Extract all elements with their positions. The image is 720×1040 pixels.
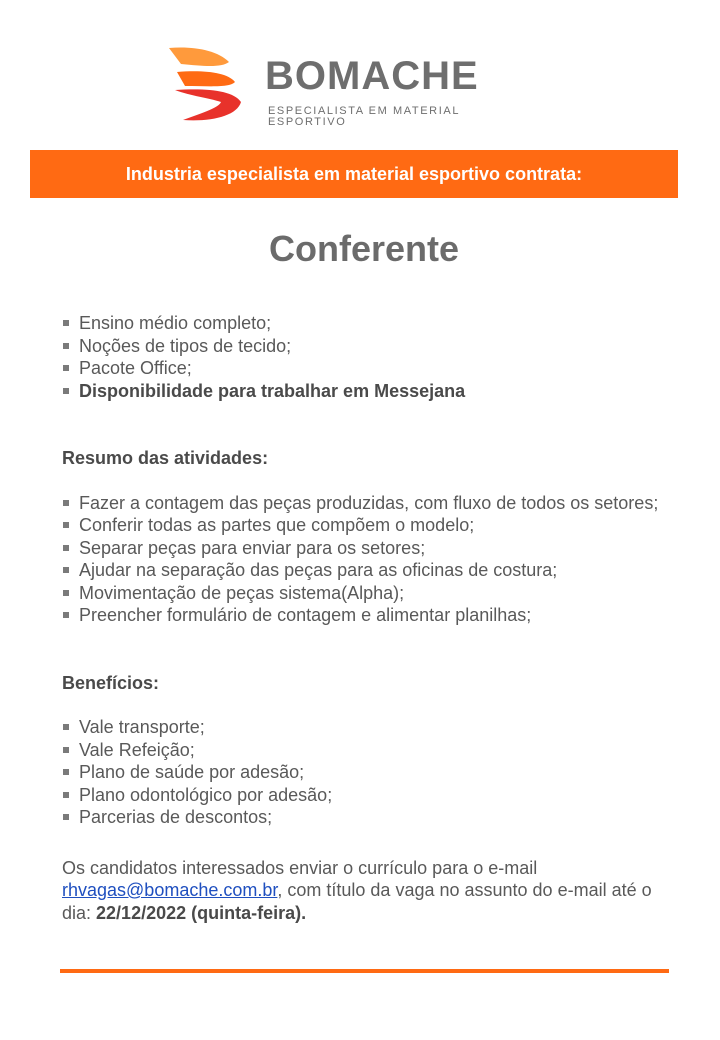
list-item: Separar peças para enviar para os setores; (62, 537, 682, 560)
list-item: Movimentação de peças sistema(Alpha); (62, 582, 682, 605)
deadline: 22/12/2022 (quinta-feira). (96, 902, 307, 923)
hiring-banner (30, 150, 678, 198)
job-title: Conferente (268, 228, 460, 269)
contact-text-middle: , com título da vaga no assunto do e-mail até o dia: (62, 880, 652, 923)
list-item: Disponibilidade para trabalhar em Messejana (62, 380, 682, 403)
list-item: Vale Refeição; (62, 739, 682, 762)
list-item: Plano odontológico por adesão; (62, 784, 682, 807)
contact-text-before: Os candidatos interessados enviar o currículo para o e-mail (62, 857, 538, 878)
brand-tagline: ESPECIALISTA EM MATERIAL ESPORTIVO (268, 105, 460, 128)
list-item: Ajudar na separação das peças para as oficinas de costura; (62, 559, 682, 582)
brand-name: BOMACHE (265, 54, 479, 98)
email-link[interactable]: rhvagas@bomache.com.br (62, 880, 278, 900)
requirements-list (62, 312, 682, 402)
list-item: Parcerias de descontos; (62, 806, 682, 829)
list-item: Ensino médio completo; (62, 312, 682, 335)
contact-paragraph (62, 857, 682, 925)
benefits-list (62, 716, 682, 829)
brand-logo (163, 42, 533, 128)
list-item: Plano de saúde por adesão; (62, 761, 682, 784)
list-item: Preencher formulário de contagem e alimentar planilhas; (62, 604, 682, 627)
list-item: Vale transporte; (62, 716, 682, 739)
banner-text: Industria especialista em material esportivo contrata: (125, 163, 583, 184)
activities-list (62, 492, 682, 627)
list-item: Conferir todas as partes que compõem o modelo; (62, 514, 682, 537)
job-details (62, 312, 682, 924)
activities-title: Resumo das atividades: (62, 448, 269, 468)
list-item: Fazer a contagem das peças produzidas, com fluxo de todos os setores; (62, 492, 682, 515)
bottom-divider (60, 969, 669, 973)
list-item: Pacote Office; (62, 357, 682, 380)
bomache-b-mark-icon (163, 42, 247, 126)
benefits-title: Benefícios: (62, 672, 160, 693)
list-item: Noções de tipos de tecido; (62, 335, 682, 358)
